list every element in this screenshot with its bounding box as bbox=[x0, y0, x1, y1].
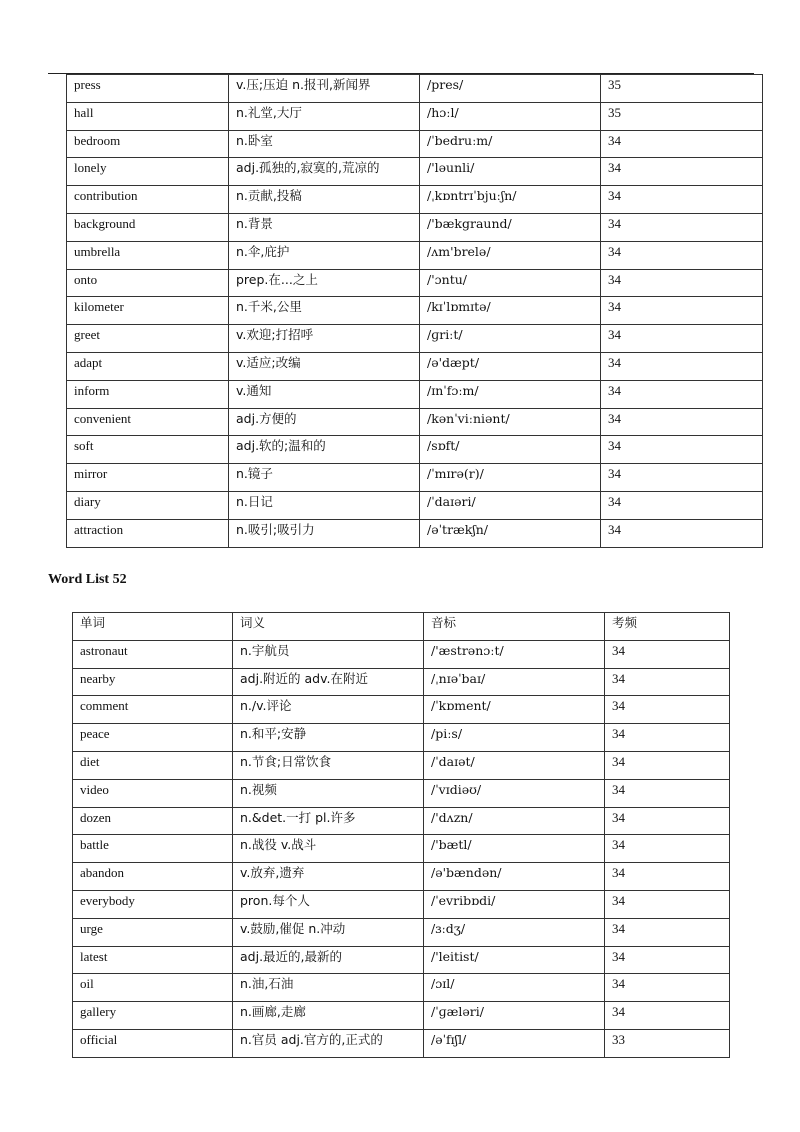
frequency-cell-text: 34 bbox=[612, 865, 625, 881]
meaning-cell-text: v.鼓励,催促 n.冲动 bbox=[240, 920, 346, 936]
word-cell bbox=[73, 946, 233, 974]
phonetic-cell bbox=[424, 640, 605, 668]
table-row bbox=[73, 974, 730, 1002]
word-cell bbox=[67, 75, 229, 103]
header-frequency: 考频 bbox=[605, 613, 730, 641]
meaning-cell bbox=[233, 668, 424, 696]
frequency-cell-text: 34 bbox=[612, 642, 625, 658]
frequency-cell-text: 34 bbox=[608, 243, 621, 259]
phonetic-cell bbox=[420, 380, 601, 408]
frequency-cell-text: 34 bbox=[612, 976, 625, 992]
frequency-cell-text: 34 bbox=[608, 299, 621, 315]
frequency-cell bbox=[605, 751, 730, 779]
table-row bbox=[67, 269, 763, 297]
word-cell-text: kilometer bbox=[74, 299, 124, 315]
frequency-cell bbox=[605, 779, 730, 807]
table-row bbox=[67, 380, 763, 408]
meaning-cell bbox=[229, 269, 420, 297]
meaning-cell-text: n.宇航员 bbox=[240, 642, 290, 658]
phonetic-cell bbox=[420, 408, 601, 436]
word-cell bbox=[67, 519, 229, 547]
frequency-cell bbox=[601, 491, 763, 519]
frequency-cell-text: 34 bbox=[612, 753, 625, 769]
phonetic-cell-text: /ʌm'brelə/ bbox=[427, 243, 491, 259]
meaning-cell bbox=[229, 408, 420, 436]
word-cell-text: attraction bbox=[74, 521, 124, 537]
meaning-cell-text: n.视频 bbox=[240, 781, 277, 797]
word-cell-text: inform bbox=[74, 382, 110, 398]
frequency-cell-text: 34 bbox=[612, 781, 625, 797]
frequency-cell bbox=[601, 464, 763, 492]
phonetic-cell-text: /'æstrənɔːt/ bbox=[431, 642, 504, 658]
word-cell bbox=[73, 751, 233, 779]
word-cell bbox=[73, 668, 233, 696]
vocab-table-continued bbox=[66, 74, 763, 548]
phonetic-cell-text: /ˌkɒntrɪˈbjuːʃn/ bbox=[427, 188, 517, 204]
frequency-cell bbox=[605, 946, 730, 974]
meaning-cell-text: n.镜子 bbox=[236, 466, 273, 482]
meaning-cell bbox=[233, 696, 424, 724]
table-row bbox=[67, 325, 763, 353]
table-row bbox=[73, 918, 730, 946]
phonetic-cell-text: /'bætl/ bbox=[431, 837, 472, 853]
table-row bbox=[67, 213, 763, 241]
word-cell bbox=[73, 1029, 233, 1057]
meaning-cell bbox=[233, 890, 424, 918]
frequency-cell-text: 34 bbox=[608, 354, 621, 370]
word-cell bbox=[73, 890, 233, 918]
word-cell-text: gallery bbox=[80, 1004, 117, 1020]
frequency-cell-text: 34 bbox=[608, 410, 621, 426]
phonetic-cell bbox=[424, 779, 605, 807]
table-row bbox=[67, 158, 763, 186]
frequency-cell bbox=[601, 130, 763, 158]
table-row bbox=[73, 696, 730, 724]
frequency-cell-text: 35 bbox=[608, 77, 621, 92]
header-word: 单词 bbox=[73, 613, 233, 641]
word-cell-text: adapt bbox=[74, 354, 103, 370]
phonetic-cell-text: /ˈdaɪəri/ bbox=[427, 493, 476, 509]
word-cell bbox=[67, 269, 229, 297]
table-row bbox=[67, 491, 763, 519]
phonetic-cell bbox=[424, 863, 605, 891]
frequency-cell bbox=[605, 863, 730, 891]
frequency-cell bbox=[605, 835, 730, 863]
frequency-cell-text: 34 bbox=[612, 698, 625, 714]
meaning-cell bbox=[233, 1002, 424, 1030]
frequency-cell-text: 34 bbox=[612, 892, 625, 908]
meaning-cell-text: n./v.评论 bbox=[240, 698, 292, 714]
meaning-cell-text: n.油,石油 bbox=[240, 976, 294, 992]
frequency-cell-text: 34 bbox=[608, 493, 621, 509]
word-cell bbox=[67, 352, 229, 380]
frequency-cell bbox=[601, 102, 763, 130]
frequency-cell-text: 34 bbox=[612, 920, 625, 936]
phonetic-cell-text: /ˈdaɪət/ bbox=[431, 753, 475, 769]
phonetic-cell bbox=[424, 696, 605, 724]
word-cell bbox=[67, 408, 229, 436]
word-cell bbox=[67, 297, 229, 325]
phonetic-cell bbox=[420, 75, 601, 103]
phonetic-cell bbox=[424, 946, 605, 974]
phonetic-cell bbox=[420, 491, 601, 519]
phonetic-cell-text: /ə'bændən/ bbox=[431, 865, 502, 881]
meaning-cell-text: n.吸引;吸引力 bbox=[236, 521, 315, 537]
frequency-cell-text: 35 bbox=[608, 104, 621, 120]
word-cell bbox=[67, 464, 229, 492]
frequency-cell-text: 34 bbox=[612, 1004, 625, 1020]
meaning-cell-text: n.卧室 bbox=[236, 132, 273, 148]
meaning-cell-text: v.压;压迫 n.报刊,新闻界 bbox=[236, 77, 371, 92]
frequency-cell-text: 34 bbox=[608, 132, 621, 148]
word-cell bbox=[73, 724, 233, 752]
word-cell bbox=[67, 130, 229, 158]
phonetic-cell-text: /ˌnɪəˈbaɪ/ bbox=[431, 670, 486, 686]
phonetic-cell bbox=[420, 269, 601, 297]
meaning-cell-text: n.画廊,走廊 bbox=[240, 1004, 306, 1020]
meaning-cell-text: n.千米,公里 bbox=[236, 299, 302, 315]
frequency-cell bbox=[601, 269, 763, 297]
frequency-cell bbox=[605, 1002, 730, 1030]
word-cell bbox=[73, 779, 233, 807]
word-cell-text: hall bbox=[74, 104, 94, 120]
meaning-cell-text: n.和平;安静 bbox=[240, 726, 307, 742]
phonetic-cell-text: /ɜːdʒ/ bbox=[431, 920, 466, 936]
phonetic-cell bbox=[420, 519, 601, 547]
frequency-cell bbox=[601, 436, 763, 464]
meaning-cell bbox=[229, 241, 420, 269]
meaning-cell bbox=[229, 75, 420, 103]
table-row bbox=[67, 75, 763, 103]
frequency-cell bbox=[601, 158, 763, 186]
word-cell-text: everybody bbox=[80, 892, 135, 908]
phonetic-cell-text: /ə'dæpt/ bbox=[427, 354, 480, 370]
phonetic-cell bbox=[420, 297, 601, 325]
phonetic-cell-text: /kənˈviːniənt/ bbox=[427, 410, 510, 426]
frequency-cell-text: 34 bbox=[612, 809, 625, 825]
phonetic-cell-text: /piːs/ bbox=[431, 726, 463, 742]
frequency-cell-text: 34 bbox=[608, 188, 621, 204]
phonetic-cell bbox=[420, 436, 601, 464]
word-cell bbox=[73, 696, 233, 724]
meaning-cell-text: n.&det.一打 pl.许多 bbox=[240, 809, 356, 825]
meaning-cell-text: n.伞,庇护 bbox=[236, 243, 290, 259]
vocab-table-word-list-52 bbox=[72, 612, 730, 1058]
table-row bbox=[67, 241, 763, 269]
word-cell-text: contribution bbox=[74, 188, 138, 204]
word-cell-text: comment bbox=[80, 698, 129, 714]
table-row bbox=[73, 890, 730, 918]
word-cell-text: convenient bbox=[74, 410, 132, 426]
phonetic-cell-text: /əˈfɪʃl/ bbox=[431, 1031, 467, 1047]
word-cell-text: latest bbox=[80, 948, 108, 964]
phonetic-cell bbox=[420, 241, 601, 269]
table-row bbox=[73, 640, 730, 668]
phonetic-cell bbox=[420, 158, 601, 186]
word-cell-text: lonely bbox=[74, 160, 107, 176]
meaning-cell-text: v.通知 bbox=[236, 382, 272, 398]
meaning-cell bbox=[229, 213, 420, 241]
word-cell-text: greet bbox=[74, 327, 100, 343]
frequency-cell bbox=[601, 186, 763, 214]
meaning-cell-text: v.放弃,遗弃 bbox=[240, 865, 305, 881]
word-cell-text: diary bbox=[74, 493, 101, 509]
phonetic-cell-text: /ˈɡæləri/ bbox=[431, 1004, 484, 1020]
meaning-cell bbox=[233, 751, 424, 779]
word-cell bbox=[67, 186, 229, 214]
word-cell bbox=[73, 835, 233, 863]
word-cell-text: urge bbox=[80, 920, 103, 936]
phonetic-cell-text: /ˈmɪrə(r)/ bbox=[427, 466, 484, 482]
phonetic-cell-text: /pres/ bbox=[427, 77, 464, 92]
phonetic-cell-text: /'bækgraund/ bbox=[427, 215, 512, 231]
meaning-cell bbox=[233, 779, 424, 807]
meaning-cell-text: n.背景 bbox=[236, 215, 273, 231]
phonetic-cell bbox=[424, 807, 605, 835]
vocab-table-body bbox=[67, 75, 763, 548]
word-cell bbox=[73, 640, 233, 668]
word-cell bbox=[67, 213, 229, 241]
word-cell bbox=[67, 158, 229, 186]
meaning-cell bbox=[229, 519, 420, 547]
meaning-cell-text: adj.软的;温和的 bbox=[236, 438, 326, 454]
frequency-cell-text: 34 bbox=[612, 670, 625, 686]
phonetic-cell bbox=[420, 352, 601, 380]
frequency-cell-text: 34 bbox=[608, 466, 621, 482]
frequency-cell-text: 34 bbox=[608, 271, 621, 287]
phonetic-cell bbox=[424, 974, 605, 1002]
meaning-cell-text: adj.最近的,最新的 bbox=[240, 948, 343, 964]
meaning-cell bbox=[229, 130, 420, 158]
table-row bbox=[73, 724, 730, 752]
meaning-cell bbox=[229, 352, 420, 380]
meaning-cell bbox=[233, 640, 424, 668]
table-row bbox=[73, 1029, 730, 1057]
phonetic-cell bbox=[420, 464, 601, 492]
word-cell-text: video bbox=[80, 781, 109, 797]
frequency-cell-text: 34 bbox=[612, 837, 625, 853]
frequency-cell bbox=[601, 519, 763, 547]
table-row bbox=[67, 408, 763, 436]
word-cell-text: nearby bbox=[80, 670, 116, 686]
frequency-cell bbox=[601, 75, 763, 103]
frequency-cell bbox=[601, 325, 763, 353]
header-meaning: 词义 bbox=[233, 613, 424, 641]
frequency-cell-text: 34 bbox=[608, 215, 621, 231]
phonetic-cell-text: /'leitist/ bbox=[431, 948, 479, 964]
phonetic-cell-text: /ˈbedruːm/ bbox=[427, 132, 493, 148]
frequency-cell bbox=[605, 696, 730, 724]
word-cell-text: peace bbox=[80, 726, 110, 742]
word-cell-text: oil bbox=[80, 976, 94, 992]
word-cell-text: press bbox=[74, 77, 101, 92]
phonetic-cell-text: /ˈvɪdiəʊ/ bbox=[431, 781, 482, 797]
frequency-cell-text: 34 bbox=[608, 160, 621, 176]
frequency-cell bbox=[601, 380, 763, 408]
frequency-cell bbox=[601, 213, 763, 241]
table-row bbox=[67, 352, 763, 380]
word-cell bbox=[73, 1002, 233, 1030]
meaning-cell-text: v.欢迎;打招呼 bbox=[236, 327, 314, 343]
phonetic-cell bbox=[420, 186, 601, 214]
table-row bbox=[73, 1002, 730, 1030]
word-cell bbox=[67, 241, 229, 269]
table-row bbox=[73, 751, 730, 779]
table-row bbox=[67, 519, 763, 547]
word-cell-text: background bbox=[74, 215, 136, 231]
meaning-cell bbox=[233, 863, 424, 891]
meaning-cell-text: n.官员 adj.官方的,正式的 bbox=[240, 1031, 383, 1047]
phonetic-cell bbox=[420, 213, 601, 241]
phonetic-cell bbox=[424, 1002, 605, 1030]
meaning-cell-text: n.贡献,投稿 bbox=[236, 188, 302, 204]
word-cell bbox=[67, 380, 229, 408]
phonetic-cell-text: /'ɔntu/ bbox=[427, 271, 467, 287]
meaning-cell bbox=[229, 158, 420, 186]
word-cell-text: battle bbox=[80, 837, 109, 853]
table-row bbox=[73, 946, 730, 974]
word-cell bbox=[73, 974, 233, 1002]
frequency-cell bbox=[605, 890, 730, 918]
word-cell-text: abandon bbox=[80, 865, 125, 881]
frequency-cell bbox=[605, 724, 730, 752]
table-row bbox=[67, 464, 763, 492]
meaning-cell bbox=[233, 807, 424, 835]
frequency-cell bbox=[601, 352, 763, 380]
word-cell-text: soft bbox=[74, 438, 94, 454]
table-row bbox=[67, 130, 763, 158]
word-cell bbox=[67, 491, 229, 519]
phonetic-cell bbox=[424, 918, 605, 946]
frequency-cell-text: 34 bbox=[608, 438, 621, 454]
word-cell bbox=[67, 325, 229, 353]
meaning-cell-text: n.战役 v.战斗 bbox=[240, 837, 317, 853]
table-row bbox=[67, 186, 763, 214]
meaning-cell bbox=[233, 1029, 424, 1057]
word-cell-text: umbrella bbox=[74, 243, 121, 259]
phonetic-cell-text: /kɪˈlɒmɪtə/ bbox=[427, 299, 491, 315]
meaning-cell bbox=[229, 491, 420, 519]
table-row bbox=[73, 807, 730, 835]
table-row bbox=[67, 102, 763, 130]
word-cell-text: mirror bbox=[74, 466, 108, 482]
word-cell bbox=[73, 863, 233, 891]
word-cell-text: dozen bbox=[80, 809, 112, 825]
frequency-cell bbox=[605, 974, 730, 1002]
phonetic-cell-text: /ɪnˈfɔːm/ bbox=[427, 382, 479, 398]
meaning-cell bbox=[233, 946, 424, 974]
phonetic-cell-text: /ˈkɒment/ bbox=[431, 698, 491, 714]
table-header-row bbox=[73, 613, 730, 641]
phonetic-cell bbox=[420, 325, 601, 353]
meaning-cell-text: prep.在...之上 bbox=[236, 271, 318, 287]
meaning-cell bbox=[229, 380, 420, 408]
phonetic-cell-text: /hɔːl/ bbox=[427, 104, 459, 120]
frequency-cell bbox=[601, 297, 763, 325]
meaning-cell bbox=[229, 436, 420, 464]
meaning-cell-text: n.节食;日常饮食 bbox=[240, 753, 332, 769]
phonetic-cell-text: /əˈtrækʃn/ bbox=[427, 521, 489, 537]
meaning-cell bbox=[229, 464, 420, 492]
phonetic-cell bbox=[424, 890, 605, 918]
frequency-cell bbox=[605, 1029, 730, 1057]
frequency-cell bbox=[605, 918, 730, 946]
table-row bbox=[67, 297, 763, 325]
phonetic-cell-text: /ɔɪl/ bbox=[431, 976, 455, 992]
meaning-cell bbox=[233, 918, 424, 946]
frequency-cell-text: 34 bbox=[608, 521, 621, 537]
word-cell bbox=[73, 807, 233, 835]
phonetic-cell bbox=[424, 668, 605, 696]
header-phonetic: 音标 bbox=[424, 613, 605, 641]
meaning-cell-text: n.日记 bbox=[236, 493, 273, 509]
word-cell bbox=[73, 918, 233, 946]
frequency-cell bbox=[601, 408, 763, 436]
table-row bbox=[73, 863, 730, 891]
phonetic-cell bbox=[424, 751, 605, 779]
frequency-cell-text: 34 bbox=[612, 948, 625, 964]
phonetic-cell bbox=[424, 835, 605, 863]
word-cell-text: astronaut bbox=[80, 642, 128, 658]
frequency-cell bbox=[605, 640, 730, 668]
meaning-cell bbox=[233, 974, 424, 1002]
meaning-cell-text: adj.附近的 adv.在附近 bbox=[240, 670, 369, 686]
meaning-cell-text: pron.每个人 bbox=[240, 892, 310, 908]
meaning-cell-text: adj.孤独的,寂寞的,荒凉的 bbox=[236, 160, 380, 176]
phonetic-cell bbox=[420, 102, 601, 130]
meaning-cell-text: adj.方便的 bbox=[236, 410, 297, 426]
word-cell-text: bedroom bbox=[74, 132, 121, 148]
meaning-cell-text: n.礼堂,大厅 bbox=[236, 104, 302, 120]
phonetic-cell bbox=[420, 130, 601, 158]
table-row bbox=[73, 668, 730, 696]
phonetic-cell-text: /'dʌzn/ bbox=[431, 809, 473, 825]
word-cell-text: official bbox=[80, 1031, 118, 1047]
frequency-cell-text: 34 bbox=[612, 726, 625, 742]
phonetic-cell-text: /ˈevribɒdi/ bbox=[431, 892, 496, 908]
frequency-cell-text: 34 bbox=[608, 382, 621, 398]
frequency-cell-text: 33 bbox=[612, 1031, 625, 1047]
meaning-cell bbox=[229, 186, 420, 214]
frequency-cell bbox=[601, 241, 763, 269]
meaning-cell bbox=[229, 297, 420, 325]
meaning-cell bbox=[229, 325, 420, 353]
frequency-cell-text: 34 bbox=[608, 327, 621, 343]
phonetic-cell bbox=[424, 1029, 605, 1057]
meaning-cell-text: v.适应;改编 bbox=[236, 354, 301, 370]
meaning-cell bbox=[233, 835, 424, 863]
word-cell-text: onto bbox=[74, 271, 98, 287]
phonetic-cell-text: /ɡriːt/ bbox=[427, 327, 463, 343]
section-title: Word List 52 bbox=[48, 572, 127, 587]
phonetic-cell-text: /'ləunli/ bbox=[427, 160, 475, 176]
word-cell bbox=[67, 102, 229, 130]
meaning-cell bbox=[229, 102, 420, 130]
table-row bbox=[67, 436, 763, 464]
table-row bbox=[73, 779, 730, 807]
table-row bbox=[73, 835, 730, 863]
vocab-table-body bbox=[73, 640, 730, 1057]
meaning-cell bbox=[233, 724, 424, 752]
frequency-cell bbox=[605, 807, 730, 835]
phonetic-cell bbox=[424, 724, 605, 752]
phonetic-cell-text: /sɒft/ bbox=[427, 438, 460, 454]
frequency-cell bbox=[605, 668, 730, 696]
word-cell-text: diet bbox=[80, 753, 100, 769]
word-cell bbox=[67, 436, 229, 464]
